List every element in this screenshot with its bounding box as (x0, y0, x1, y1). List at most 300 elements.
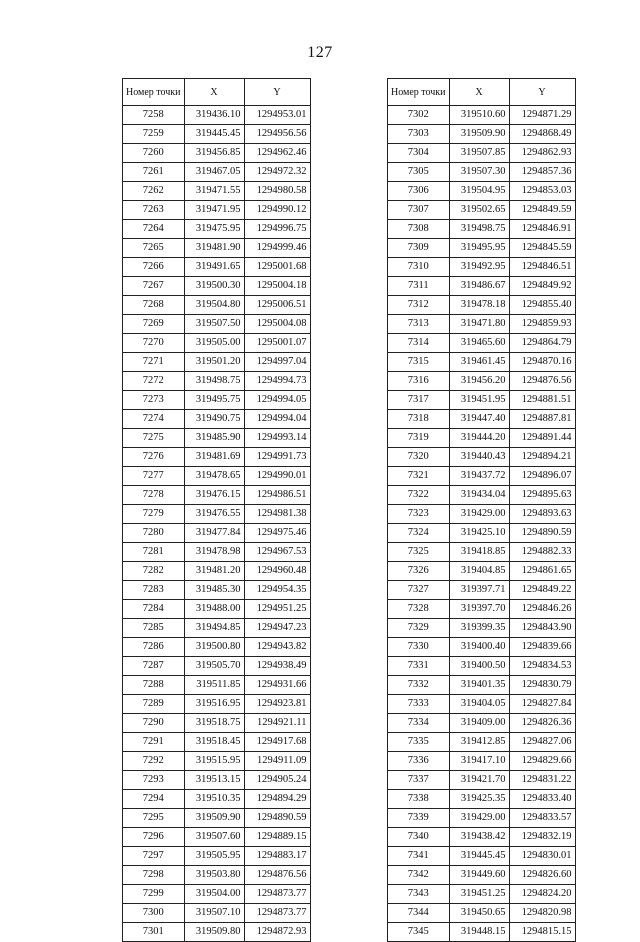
table-row (123, 524, 311, 543)
x-coordinate-cell: 319515.95 (184, 752, 244, 771)
y-coordinate-cell: 1294832.19 (509, 828, 575, 847)
table-row (123, 600, 311, 619)
point-number-cell: 7267 (123, 277, 185, 296)
table-row (123, 752, 311, 771)
x-coordinate-cell: 319471.80 (449, 315, 509, 334)
y-coordinate-cell: 1294826.60 (509, 866, 575, 885)
point-number-cell: 7312 (388, 296, 450, 315)
point-number-cell: 7339 (388, 809, 450, 828)
x-coordinate-cell: 319507.50 (184, 315, 244, 334)
x-coordinate-cell: 319397.71 (449, 581, 509, 600)
x-coordinate-cell: 319502.65 (449, 201, 509, 220)
page-number: 127 (307, 44, 333, 61)
point-number-cell: 7319 (388, 429, 450, 448)
table-row (123, 144, 311, 163)
x-coordinate-cell: 319505.70 (184, 657, 244, 676)
y-coordinate-cell: 1294845.59 (509, 239, 575, 258)
x-coordinate-cell: 319495.95 (449, 239, 509, 258)
point-number-cell: 7264 (123, 220, 185, 239)
y-coordinate-cell: 1294857.36 (509, 163, 575, 182)
y-coordinate-cell: 1294831.22 (509, 771, 575, 790)
point-number-cell: 7334 (388, 714, 450, 733)
y-coordinate-cell: 1294871.29 (509, 106, 575, 125)
y-coordinate-cell: 1294954.35 (244, 581, 310, 600)
x-coordinate-cell: 319509.80 (184, 923, 244, 942)
point-number-cell: 7320 (388, 448, 450, 467)
table-row (388, 923, 576, 942)
point-number-cell: 7308 (388, 220, 450, 239)
table-row (123, 923, 311, 942)
point-number-cell: 7345 (388, 923, 450, 942)
y-coordinate-cell: 1294859.93 (509, 315, 575, 334)
table-row (123, 486, 311, 505)
x-coordinate-cell: 319498.75 (184, 372, 244, 391)
point-number-cell: 7325 (388, 543, 450, 562)
y-coordinate-cell: 1294931.66 (244, 676, 310, 695)
y-coordinate-cell: 1294960.48 (244, 562, 310, 581)
table-body-right (388, 106, 576, 942)
y-coordinate-cell: 1294938.49 (244, 657, 310, 676)
x-coordinate-cell: 319400.40 (449, 638, 509, 657)
table-row (388, 182, 576, 201)
x-coordinate-cell: 319513.15 (184, 771, 244, 790)
y-coordinate-cell: 1294827.84 (509, 695, 575, 714)
point-number-cell: 7260 (123, 144, 185, 163)
point-number-cell: 7323 (388, 505, 450, 524)
table-row (388, 771, 576, 790)
x-coordinate-cell: 319516.95 (184, 695, 244, 714)
point-number-cell: 7330 (388, 638, 450, 657)
point-number-cell: 7303 (388, 125, 450, 144)
x-coordinate-cell: 319500.80 (184, 638, 244, 657)
x-coordinate-cell: 319437.72 (449, 467, 509, 486)
y-coordinate-cell: 1294870.16 (509, 353, 575, 372)
y-coordinate-cell: 1294843.90 (509, 619, 575, 638)
y-coordinate-cell: 1294893.63 (509, 505, 575, 524)
table-row (123, 714, 311, 733)
table-row (388, 220, 576, 239)
x-coordinate-cell: 319438.42 (449, 828, 509, 847)
x-coordinate-cell: 319448.15 (449, 923, 509, 942)
y-coordinate-cell: 1294868.49 (509, 125, 575, 144)
y-coordinate-cell: 1294826.36 (509, 714, 575, 733)
y-coordinate-cell: 1294951.25 (244, 600, 310, 619)
y-coordinate-cell: 1294972.32 (244, 163, 310, 182)
y-coordinate-cell: 1294849.59 (509, 201, 575, 220)
table-row (388, 201, 576, 220)
table-row (123, 182, 311, 201)
table-row (123, 809, 311, 828)
point-number-cell: 7285 (123, 619, 185, 638)
point-number-cell: 7278 (123, 486, 185, 505)
x-coordinate-cell: 319478.65 (184, 467, 244, 486)
header-x: X (184, 79, 244, 106)
x-coordinate-cell: 319505.00 (184, 334, 244, 353)
point-number-cell: 7258 (123, 106, 185, 125)
table-row (123, 315, 311, 334)
y-coordinate-cell: 1294999.46 (244, 239, 310, 258)
x-coordinate-cell: 319488.00 (184, 600, 244, 619)
y-coordinate-cell: 1294849.22 (509, 581, 575, 600)
point-number-cell: 7268 (123, 296, 185, 315)
y-coordinate-cell: 1294839.66 (509, 638, 575, 657)
point-number-cell: 7332 (388, 676, 450, 695)
header-point-number: Номер точки (123, 79, 185, 106)
table-row (388, 467, 576, 486)
coordinates-table-right (387, 78, 576, 942)
point-number-cell: 7329 (388, 619, 450, 638)
y-coordinate-cell: 1294981.38 (244, 505, 310, 524)
point-number-cell: 7284 (123, 600, 185, 619)
point-number-cell: 7326 (388, 562, 450, 581)
point-number-cell: 7318 (388, 410, 450, 429)
y-coordinate-cell: 1294967.53 (244, 543, 310, 562)
table-row (388, 657, 576, 676)
x-coordinate-cell: 319511.85 (184, 676, 244, 695)
x-coordinate-cell: 319477.84 (184, 524, 244, 543)
point-number-cell: 7328 (388, 600, 450, 619)
x-coordinate-cell: 319509.90 (184, 809, 244, 828)
y-coordinate-cell: 1294894.29 (244, 790, 310, 809)
table-row (123, 220, 311, 239)
point-number-cell: 7274 (123, 410, 185, 429)
table-row (123, 239, 311, 258)
table-row (388, 866, 576, 885)
point-number-cell: 7266 (123, 258, 185, 277)
x-coordinate-cell: 319425.35 (449, 790, 509, 809)
point-number-cell: 7313 (388, 315, 450, 334)
y-coordinate-cell: 1294980.58 (244, 182, 310, 201)
table-header-row (123, 79, 311, 106)
x-coordinate-cell: 319510.60 (449, 106, 509, 125)
point-number-cell: 7296 (123, 828, 185, 847)
x-coordinate-cell: 319429.00 (449, 809, 509, 828)
y-coordinate-cell: 1294820.98 (509, 904, 575, 923)
point-number-cell: 7265 (123, 239, 185, 258)
y-coordinate-cell: 1294853.03 (509, 182, 575, 201)
table-row (388, 847, 576, 866)
y-coordinate-cell: 1294872.93 (244, 923, 310, 942)
x-coordinate-cell: 319429.00 (449, 505, 509, 524)
point-number-cell: 7338 (388, 790, 450, 809)
table-row (388, 562, 576, 581)
x-coordinate-cell: 319447.40 (449, 410, 509, 429)
header-x: X (449, 79, 509, 106)
point-number-cell: 7316 (388, 372, 450, 391)
table-row (388, 315, 576, 334)
y-coordinate-cell: 1294855.40 (509, 296, 575, 315)
y-coordinate-cell: 1294905.24 (244, 771, 310, 790)
point-number-cell: 7276 (123, 448, 185, 467)
table-body-left (123, 106, 311, 942)
table-row (388, 505, 576, 524)
table-row (388, 809, 576, 828)
y-coordinate-cell: 1294994.73 (244, 372, 310, 391)
point-number-cell: 7342 (388, 866, 450, 885)
point-number-cell: 7301 (123, 923, 185, 942)
point-number-cell: 7306 (388, 182, 450, 201)
table-row (123, 372, 311, 391)
table-row (388, 163, 576, 182)
point-number-cell: 7288 (123, 676, 185, 695)
x-coordinate-cell: 319507.10 (184, 904, 244, 923)
table-row (123, 657, 311, 676)
x-coordinate-cell: 319449.60 (449, 866, 509, 885)
table-row (123, 429, 311, 448)
x-coordinate-cell: 319436.10 (184, 106, 244, 125)
y-coordinate-cell: 1294876.56 (509, 372, 575, 391)
table-row (388, 391, 576, 410)
y-coordinate-cell: 1294956.56 (244, 125, 310, 144)
x-coordinate-cell: 319421.70 (449, 771, 509, 790)
y-coordinate-cell: 1294921.11 (244, 714, 310, 733)
x-coordinate-cell: 319485.30 (184, 581, 244, 600)
x-coordinate-cell: 319481.20 (184, 562, 244, 581)
x-coordinate-cell: 319451.95 (449, 391, 509, 410)
x-coordinate-cell: 319456.20 (449, 372, 509, 391)
x-coordinate-cell: 319491.65 (184, 258, 244, 277)
point-number-cell: 7327 (388, 581, 450, 600)
table-row (388, 904, 576, 923)
point-number-cell: 7300 (123, 904, 185, 923)
table-row (123, 638, 311, 657)
y-coordinate-cell: 1294994.04 (244, 410, 310, 429)
y-coordinate-cell: 1294990.12 (244, 201, 310, 220)
x-coordinate-cell: 319518.45 (184, 733, 244, 752)
table-row (388, 296, 576, 315)
point-number-cell: 7280 (123, 524, 185, 543)
y-coordinate-cell: 1294911.09 (244, 752, 310, 771)
point-number-cell: 7297 (123, 847, 185, 866)
point-number-cell: 7289 (123, 695, 185, 714)
y-coordinate-cell: 1294873.77 (244, 904, 310, 923)
y-coordinate-cell: 1294861.65 (509, 562, 575, 581)
x-coordinate-cell: 319461.45 (449, 353, 509, 372)
table-row (123, 543, 311, 562)
header-point-number: Номер точки (388, 79, 450, 106)
table-row (123, 866, 311, 885)
point-number-cell: 7317 (388, 391, 450, 410)
x-coordinate-cell: 319412.85 (449, 733, 509, 752)
x-coordinate-cell: 319507.85 (449, 144, 509, 163)
point-number-cell: 7304 (388, 144, 450, 163)
y-coordinate-cell: 1294830.01 (509, 847, 575, 866)
x-coordinate-cell: 319505.95 (184, 847, 244, 866)
y-coordinate-cell: 1294834.53 (509, 657, 575, 676)
y-coordinate-cell: 1294881.51 (509, 391, 575, 410)
point-number-cell: 7287 (123, 657, 185, 676)
table-row (388, 638, 576, 657)
x-coordinate-cell: 319425.10 (449, 524, 509, 543)
y-coordinate-cell: 1294943.82 (244, 638, 310, 657)
table-row (123, 410, 311, 429)
y-coordinate-cell: 1294890.59 (244, 809, 310, 828)
table-row (388, 429, 576, 448)
y-coordinate-cell: 1295004.08 (244, 315, 310, 334)
table-row (388, 258, 576, 277)
x-coordinate-cell: 319471.95 (184, 201, 244, 220)
table-row (388, 790, 576, 809)
y-coordinate-cell: 1294996.75 (244, 220, 310, 239)
x-coordinate-cell: 319451.25 (449, 885, 509, 904)
coordinates-table-left (122, 78, 311, 942)
x-coordinate-cell: 319445.45 (449, 847, 509, 866)
table-row (123, 695, 311, 714)
y-coordinate-cell: 1294890.59 (509, 524, 575, 543)
y-coordinate-cell: 1294947.23 (244, 619, 310, 638)
x-coordinate-cell: 319465.60 (449, 334, 509, 353)
table-row (388, 524, 576, 543)
point-number-cell: 7311 (388, 277, 450, 296)
point-number-cell: 7263 (123, 201, 185, 220)
table-row (388, 752, 576, 771)
x-coordinate-cell: 319434.04 (449, 486, 509, 505)
x-coordinate-cell: 319401.35 (449, 676, 509, 695)
y-coordinate-cell: 1294962.46 (244, 144, 310, 163)
table-row (123, 505, 311, 524)
point-number-cell: 7343 (388, 885, 450, 904)
header-y: Y (244, 79, 310, 106)
point-number-cell: 7269 (123, 315, 185, 334)
table-header-row (388, 79, 576, 106)
table-row (388, 239, 576, 258)
y-coordinate-cell: 1294876.56 (244, 866, 310, 885)
y-coordinate-cell: 1294891.44 (509, 429, 575, 448)
header-y: Y (509, 79, 575, 106)
table-row (123, 467, 311, 486)
table-row (388, 125, 576, 144)
y-coordinate-cell: 1294873.77 (244, 885, 310, 904)
point-number-cell: 7261 (123, 163, 185, 182)
x-coordinate-cell: 319481.90 (184, 239, 244, 258)
y-coordinate-cell: 1294923.81 (244, 695, 310, 714)
x-coordinate-cell: 319507.30 (449, 163, 509, 182)
point-number-cell: 7322 (388, 486, 450, 505)
y-coordinate-cell: 1294991.73 (244, 448, 310, 467)
point-number-cell: 7277 (123, 467, 185, 486)
table-row (123, 562, 311, 581)
table-row (123, 258, 311, 277)
x-coordinate-cell: 319510.35 (184, 790, 244, 809)
y-coordinate-cell: 1294830.79 (509, 676, 575, 695)
table-row (123, 828, 311, 847)
table-row (388, 353, 576, 372)
table-row (123, 125, 311, 144)
point-number-cell: 7259 (123, 125, 185, 144)
x-coordinate-cell: 319476.15 (184, 486, 244, 505)
point-number-cell: 7275 (123, 429, 185, 448)
point-number-cell: 7331 (388, 657, 450, 676)
x-coordinate-cell: 319485.90 (184, 429, 244, 448)
table-row (388, 695, 576, 714)
y-coordinate-cell: 1294824.20 (509, 885, 575, 904)
x-coordinate-cell: 319495.75 (184, 391, 244, 410)
table-row (388, 448, 576, 467)
y-coordinate-cell: 1295004.18 (244, 277, 310, 296)
point-number-cell: 7271 (123, 353, 185, 372)
y-coordinate-cell: 1294895.63 (509, 486, 575, 505)
point-number-cell: 7324 (388, 524, 450, 543)
x-coordinate-cell: 319500.30 (184, 277, 244, 296)
point-number-cell: 7270 (123, 334, 185, 353)
table-row (388, 486, 576, 505)
x-coordinate-cell: 319507.60 (184, 828, 244, 847)
x-coordinate-cell: 319450.65 (449, 904, 509, 923)
point-number-cell: 7302 (388, 106, 450, 125)
table-row (123, 296, 311, 315)
point-number-cell: 7309 (388, 239, 450, 258)
x-coordinate-cell: 319504.95 (449, 182, 509, 201)
point-number-cell: 7286 (123, 638, 185, 657)
x-coordinate-cell: 319417.10 (449, 752, 509, 771)
x-coordinate-cell: 319475.95 (184, 220, 244, 239)
table-row (388, 144, 576, 163)
y-coordinate-cell: 1294990.01 (244, 467, 310, 486)
point-number-cell: 7293 (123, 771, 185, 790)
x-coordinate-cell: 319476.55 (184, 505, 244, 524)
table-row (123, 676, 311, 695)
point-number-cell: 7314 (388, 334, 450, 353)
table-row (123, 847, 311, 866)
point-number-cell: 7281 (123, 543, 185, 562)
x-coordinate-cell: 319404.05 (449, 695, 509, 714)
y-coordinate-cell: 1294833.40 (509, 790, 575, 809)
x-coordinate-cell: 319509.90 (449, 125, 509, 144)
y-coordinate-cell: 1294882.33 (509, 543, 575, 562)
point-number-cell: 7273 (123, 391, 185, 410)
point-number-cell: 7295 (123, 809, 185, 828)
y-coordinate-cell: 1294986.51 (244, 486, 310, 505)
y-coordinate-cell: 1294846.26 (509, 600, 575, 619)
table-row (123, 277, 311, 296)
table-row (388, 733, 576, 752)
y-coordinate-cell: 1295006.51 (244, 296, 310, 315)
point-number-cell: 7292 (123, 752, 185, 771)
x-coordinate-cell: 319481.69 (184, 448, 244, 467)
y-coordinate-cell: 1294833.57 (509, 809, 575, 828)
x-coordinate-cell: 319518.75 (184, 714, 244, 733)
table-row (123, 619, 311, 638)
table-row (123, 106, 311, 125)
y-coordinate-cell: 1295001.68 (244, 258, 310, 277)
point-number-cell: 7344 (388, 904, 450, 923)
y-coordinate-cell: 1294846.91 (509, 220, 575, 239)
x-coordinate-cell: 319404.85 (449, 562, 509, 581)
point-number-cell: 7310 (388, 258, 450, 277)
table-row (123, 904, 311, 923)
table-row (388, 581, 576, 600)
x-coordinate-cell: 319490.75 (184, 410, 244, 429)
y-coordinate-cell: 1294894.21 (509, 448, 575, 467)
y-coordinate-cell: 1294975.46 (244, 524, 310, 543)
table-row (388, 676, 576, 695)
x-coordinate-cell: 319399.35 (449, 619, 509, 638)
x-coordinate-cell: 319503.80 (184, 866, 244, 885)
y-coordinate-cell: 1294862.93 (509, 144, 575, 163)
y-coordinate-cell: 1294917.68 (244, 733, 310, 752)
table-row (388, 410, 576, 429)
table-row (123, 733, 311, 752)
x-coordinate-cell: 319504.80 (184, 296, 244, 315)
point-number-cell: 7282 (123, 562, 185, 581)
table-row (123, 581, 311, 600)
point-number-cell: 7335 (388, 733, 450, 752)
y-coordinate-cell: 1294846.51 (509, 258, 575, 277)
y-coordinate-cell: 1294864.79 (509, 334, 575, 353)
x-coordinate-cell: 319397.70 (449, 600, 509, 619)
x-coordinate-cell: 319498.75 (449, 220, 509, 239)
table-row (388, 277, 576, 296)
